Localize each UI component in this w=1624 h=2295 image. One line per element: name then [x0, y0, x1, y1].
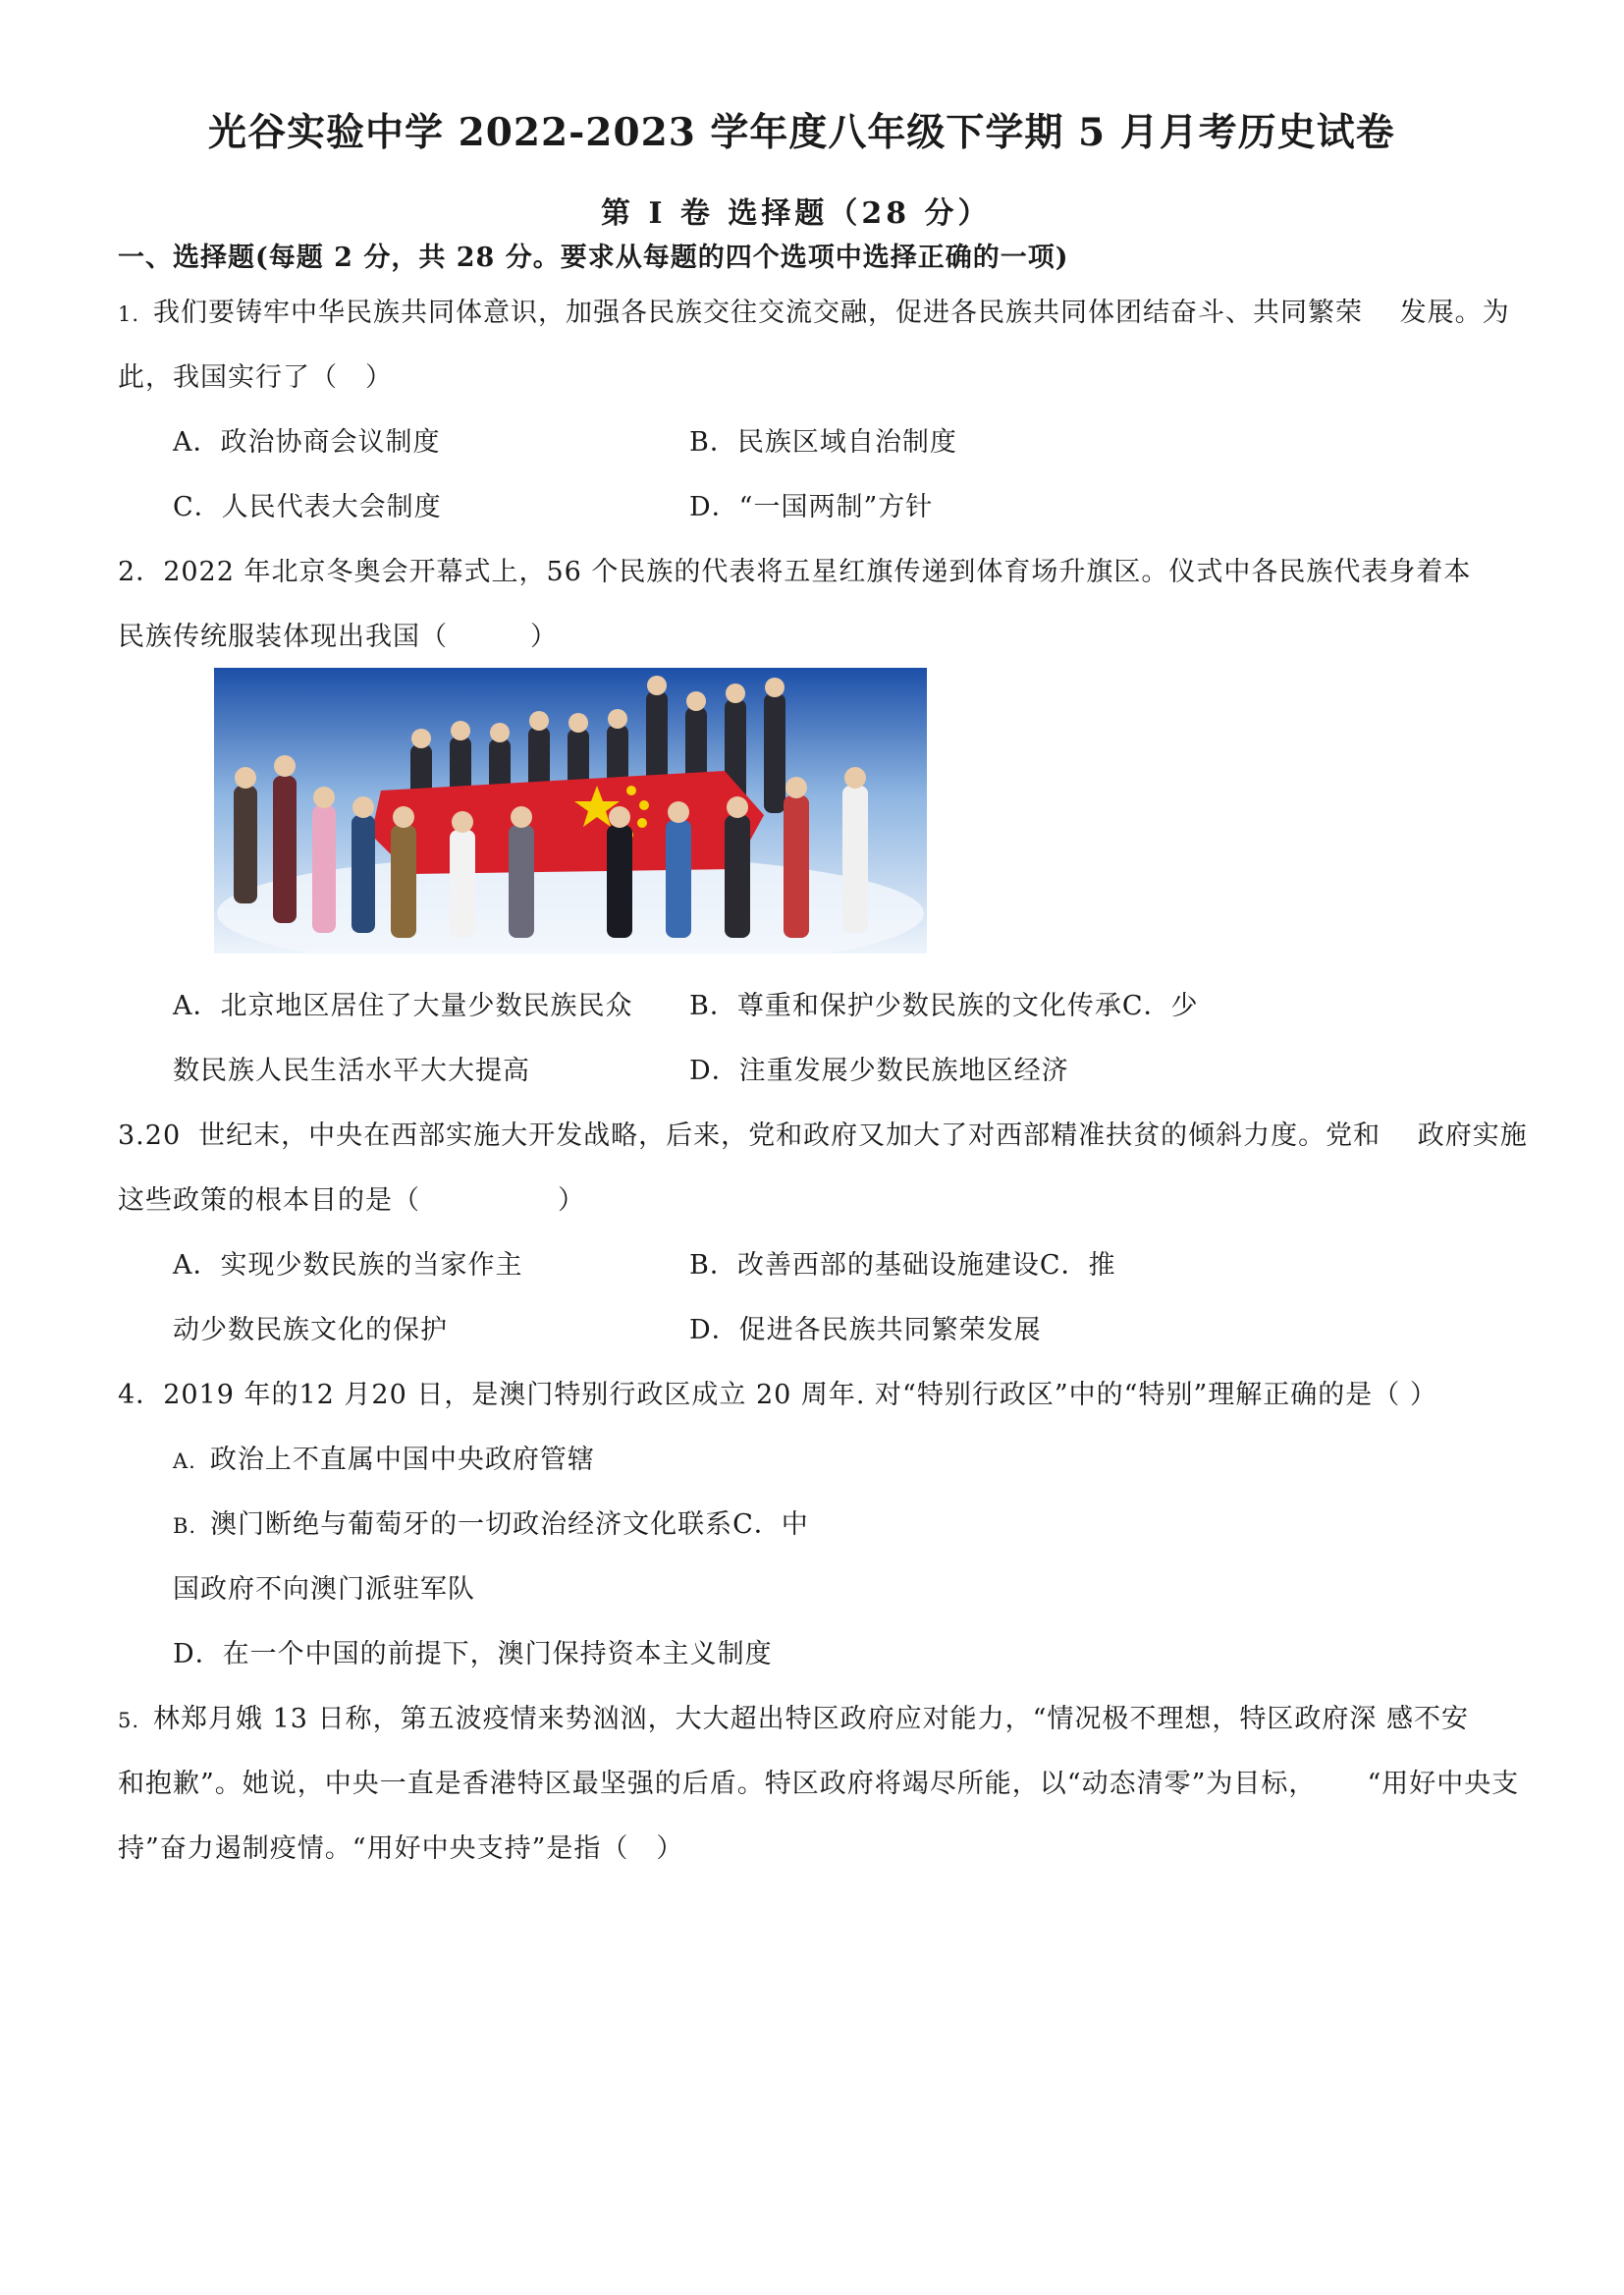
question-3-option-c: 动少数民族文化的保护 — [173, 1315, 448, 1345]
question-2-option-b: B．尊重和保护少数民族的文化传承C．少 — [689, 991, 1199, 1021]
question-1-line-2: 此，我国实行了（ ） — [118, 362, 393, 393]
question-5-number: 5. — [118, 1709, 140, 1732]
question-4-number: 4． — [118, 1380, 164, 1410]
question-4-option-a — [173, 1438, 595, 1476]
question-5-line-3: 持”奋力遏制疫情。“用好中央支持”是指（ ） — [118, 1833, 684, 1864]
question-5-text-1: 林郑月娥 13 日称，第五波疫情来势汹汹，大大超出特区政府应对能力，“情况极不理想，特区政府深 感不安 — [153, 1704, 1469, 1734]
question-1-option-a: A．政治协商会议制度 — [173, 427, 441, 458]
question-4-option-d: D．在一个中国的前提下，澳门保持资本主义制度 — [173, 1639, 773, 1669]
question-4-line-1 — [118, 1373, 1437, 1411]
question-1-option-c: C．人民代表大会制度 — [173, 492, 442, 522]
question-2-line-2: 民族传统服装体现出我国（ ） — [118, 622, 558, 652]
question-1-text-1: 我们要铸牢中华民族共同体意识，加强各民族交往交流交融，促进各民族共同体团结奋斗、共同繁荣 发展。为 — [153, 298, 1510, 328]
section-title: 第 I 卷 选择题（28 分） — [601, 196, 992, 231]
question-2-option-c: 数民族人民生活水平大大提高 — [173, 1056, 530, 1086]
page-title: 光谷实验中学 2022-2023 学年度八年级下学期 5 月月考历史试卷 — [208, 110, 1395, 155]
question-3-option-d: D．促进各民族共同繁荣发展 — [689, 1315, 1042, 1345]
question-3-line-2: 这些政策的根本目的是（ ） — [118, 1185, 585, 1216]
flag-ceremony-illustration — [214, 668, 927, 954]
flag-ceremony-photo — [214, 668, 927, 954]
question-3-line-1 — [118, 1114, 1528, 1152]
question-2-number: 2． — [118, 557, 164, 587]
question-4-option-b-text: 澳门断绝与葡萄牙的一切政治经济文化联系C．中 — [210, 1509, 809, 1540]
question-4-text-1: 2019 年的12 月20 日，是澳门特别行政区成立 20 周年. 对“特别行政区”中的“特别”理解正确的是（ ） — [163, 1380, 1437, 1410]
question-5-line-2: 和抱歉”。她说，中央一直是香港特区最坚强的后盾。特区政府将竭尽所能，以“动态清零”为目标， “用好中央支 — [118, 1769, 1520, 1799]
question-3-text-1: 世纪末，中央在西部实施大开发战略，后来，党和政府又加大了对西部精准扶贫的倾斜力度。党和 政府实施 — [198, 1120, 1528, 1151]
question-3-option-b: B．改善西部的基础设施建设C．推 — [689, 1250, 1116, 1281]
question-4-option-a-text: 政治上不直属中国中央政府管辖 — [209, 1445, 595, 1475]
question-1-option-b: B．民族区域自治制度 — [689, 427, 957, 458]
question-4-option-b-letter: B. — [173, 1514, 197, 1538]
question-2-line-1 — [118, 550, 1471, 588]
question-3-option-a: A．实现少数民族的当家作主 — [173, 1250, 523, 1281]
question-1-option-d: D．“一国两制”方针 — [689, 492, 934, 522]
question-1-line-1 — [118, 291, 1510, 329]
question-4-option-c: 国政府不向澳门派驻军队 — [173, 1574, 475, 1605]
question-2-option-d: D．注重发展少数民族地区经济 — [689, 1056, 1069, 1086]
question-5-line-1 — [118, 1697, 1469, 1735]
question-3-number: 3.20 — [118, 1120, 182, 1151]
question-1-number: 1. — [118, 302, 140, 326]
question-4-option-b — [173, 1503, 809, 1541]
question-2-option-a: A．北京地区居住了大量少数民族民众 — [173, 991, 633, 1021]
instructions: 一、选择题(每题 2 分，共 28 分。要求从每题的四个选项中选择正确的一项) — [118, 243, 1069, 273]
question-4-option-a-letter: A. — [173, 1449, 196, 1473]
question-2-text-1: 2022 年北京冬奥会开幕式上，56 个民族的代表将五星红旗传递到体育场升旗区。仪式中各民族代表身着本 — [163, 557, 1472, 587]
